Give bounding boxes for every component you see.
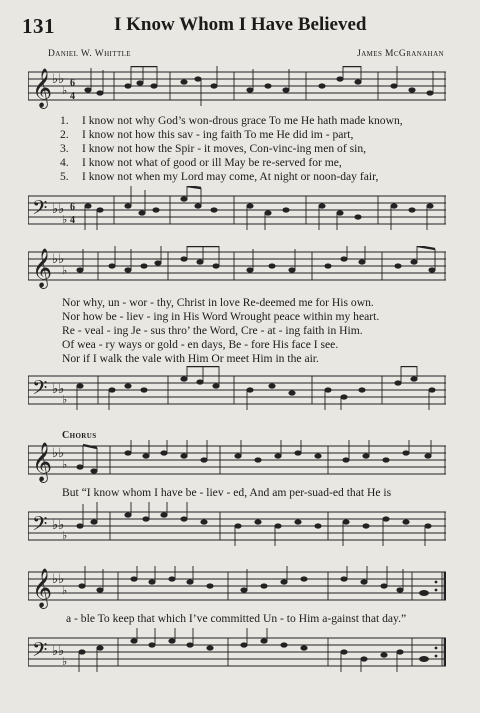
treble-staff-system-3: [28, 440, 446, 486]
verse-3-line-a: 3. I know not how the Spir - it moves, Con-vinc-ing men of sin,: [60, 142, 367, 155]
hymn-number: 131: [22, 14, 55, 38]
svg-text:♭: ♭: [62, 585, 68, 597]
treble-staff-system-4: [28, 566, 446, 612]
music-notation-image: [28, 66, 446, 112]
svg-text:♭: ♭: [62, 85, 68, 97]
svg-text:♭♭: ♭♭: [52, 445, 65, 460]
svg-text:4: 4: [70, 91, 75, 102]
verse-4-line-b: Of wea - ry ways or gold - en days, Be - fore His face I see.: [62, 338, 339, 351]
music-notation-image: [28, 502, 446, 548]
svg-text:♭: ♭: [62, 459, 68, 471]
svg-text:♭♭: ♭♭: [52, 571, 65, 586]
verse-1-line-b: Nor why, un - wor - thy, Christ in love Re-deemed me for His own.: [62, 296, 374, 309]
verse-5-line-b: Nor if I walk the vale with Him Or meet Him in the air.: [62, 352, 319, 365]
svg-text:♭: ♭: [62, 265, 68, 277]
chorus-line-2: a - ble To keep that which I’ve committed Un - to Him a-gainst that day.”: [66, 612, 407, 625]
svg-text:𝄢: 𝄢: [32, 378, 48, 404]
svg-text:4: 4: [70, 215, 75, 226]
treble-staff-system-2: [28, 246, 446, 292]
svg-text:6: 6: [70, 202, 75, 213]
bass-staff-system-4: [28, 628, 446, 674]
svg-text:6: 6: [70, 78, 75, 89]
svg-text:♭: ♭: [62, 656, 68, 668]
music-notation-image: [28, 186, 446, 232]
music-credit: James McGranahan: [357, 49, 444, 59]
verse-3-line-b: Re - veal - ing Je - sus thro’ the Word, Cre - at - ing faith in Him.: [62, 324, 363, 337]
svg-text:♭♭: ♭♭: [52, 251, 65, 266]
svg-text:𝄢: 𝄢: [32, 640, 48, 666]
svg-text:♭♭: ♭♭: [52, 201, 65, 216]
svg-text:♭: ♭: [62, 394, 68, 406]
chorus-line-1: But “I know whom I have be - liev - ed, And am per-suad-ed that He is: [62, 486, 392, 499]
svg-text:𝄢: 𝄢: [32, 514, 48, 540]
bass-staff-system-2: [28, 366, 446, 412]
music-notation-image: [28, 566, 446, 612]
verse-1-line-a: 1. I know not why God’s won-drous grace To me He hath made known,: [60, 114, 403, 127]
verse-4-line-a: 4. I know not what of good or ill May be re-served for me,: [60, 156, 342, 169]
verse-2-line-a: 2. I know not how this sav - ing faith To me He did im - part,: [60, 128, 354, 141]
svg-text:𝄞: 𝄞: [32, 444, 53, 481]
svg-text:♭♭: ♭♭: [52, 381, 65, 396]
svg-text:♭♭: ♭♭: [52, 643, 65, 658]
svg-text:𝄞: 𝄞: [32, 70, 53, 107]
treble-staff-system-1: [28, 66, 446, 112]
svg-text:𝄞: 𝄞: [32, 570, 53, 607]
music-notation-image: [28, 246, 446, 292]
svg-text:♭♭: ♭♭: [52, 517, 65, 532]
bass-staff-system-1: [28, 186, 446, 232]
svg-text:♭: ♭: [62, 530, 68, 542]
music-notation-image: [28, 628, 446, 674]
svg-text:♭: ♭: [62, 214, 68, 226]
words-credit: Daniel W. Whittle: [48, 49, 131, 59]
svg-text:♭♭: ♭♭: [52, 71, 65, 86]
svg-text:𝄢: 𝄢: [32, 198, 48, 224]
music-notation-image: [28, 366, 446, 412]
svg-text:𝄞: 𝄞: [32, 250, 53, 287]
verse-5-line-a: 5. I know not when my Lord may come, At night or noon-day fair,: [60, 170, 379, 183]
hymn-title: I Know Whom I Have Believed: [114, 14, 367, 35]
chorus-label: Chorus: [62, 430, 97, 441]
verse-2-line-b: Nor how be - liev - ing in His Word Wrought peace within my heart.: [62, 310, 380, 323]
bass-staff-system-3: [28, 502, 446, 548]
music-notation-image: [28, 440, 446, 486]
